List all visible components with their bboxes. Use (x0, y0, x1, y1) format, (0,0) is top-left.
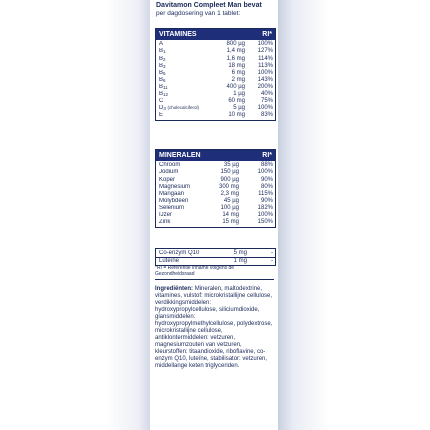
vitamin-ri: 100% (257, 105, 273, 112)
vitamin-letter: B (159, 76, 164, 83)
vitamins-table (155, 28, 276, 121)
mineral-name: Zink (159, 219, 171, 226)
vitamin-amount: 1,6 mg (226, 55, 245, 62)
vitamin-letter: B (159, 83, 164, 90)
vitamin-subscript: 2 (163, 56, 166, 62)
vitamins-header-label: VITAMINES (159, 30, 197, 38)
vitamin-ri: 100% (257, 69, 273, 76)
vitamin-row (159, 84, 273, 91)
mineral-name: Jodium (159, 169, 179, 176)
vitamin-letter: B (159, 62, 164, 69)
extra-amount: 5 mg (233, 249, 247, 256)
extra-amount: 1 mg (233, 258, 247, 265)
vitamin-amount: 18 mg (228, 62, 245, 69)
vitamin-letter: B (159, 48, 164, 55)
vitamin-name (159, 112, 205, 118)
vitamin-row (159, 91, 273, 98)
vitamin-subscript: 12 (163, 91, 169, 97)
mineral-row (159, 162, 273, 169)
vitamin-row (159, 62, 273, 69)
mineral-amount: 150 µg (220, 169, 239, 176)
mineral-name: Molybdeen (159, 197, 189, 204)
extra-ri: - (271, 258, 273, 265)
mineral-name: IJzer (159, 211, 173, 218)
vitamin-note: (cholecalciferol) (167, 105, 200, 111)
mineral-name: Magnesium (159, 183, 191, 190)
minerals-header (156, 150, 275, 161)
ingredients-text: Mineralen, maltodextrine, vitamines, vulstof: microkristallijne cellulose, verdikkingsmiddelen: hydroxypropylcellulose, siliciumdioxide, glansmiddelen: hydroxypropylmethylcellulose, polydextrose, microkristallijne cellulose, antiklontermiddelen: vetzuren, magnesiumzouten van vetzuren, kleurstoffen: titaandioxide, riboflavine, co-enzym Q10, luteïne, stabilisator: vetzuren, middellange keten triglyceriden. (155, 286, 273, 370)
vitamin-row (159, 41, 273, 48)
mineral-name: Koper (159, 176, 176, 183)
ri-footnote: *RI = Referentie inname volgens de Gezondheidsraad (155, 266, 274, 280)
vitamin-name (159, 63, 205, 69)
vitamin-ri: 200% (257, 83, 273, 90)
title-line-2: per dagdosering van 1 tablet: (156, 10, 241, 18)
vitamin-amount: 1 µg (233, 90, 245, 97)
vitamin-name (159, 98, 205, 104)
package-right-shading (278, 0, 430, 430)
mineral-amount: 15 mg (222, 219, 239, 226)
vitamins-rows (156, 40, 275, 120)
mineral-ri: 90% (260, 197, 273, 204)
mineral-row (159, 176, 273, 183)
vitamin-name (159, 105, 205, 111)
ingredients-heading: Ingrediënten: (155, 286, 194, 292)
vitamins-header (156, 29, 275, 40)
vitamin-amount: 60 mg (228, 98, 245, 105)
extra-row (156, 249, 275, 258)
vitamin-ri: 127% (257, 48, 273, 55)
vitamin-subscript: 3 (163, 63, 166, 69)
vitamin-subscript: 6 (163, 77, 166, 83)
ingredients (155, 286, 274, 370)
vitamin-ri: 113% (258, 62, 273, 69)
vitamin-name (159, 48, 205, 54)
vitamin-subscript: 1 (163, 49, 166, 55)
vitamin-amount: 800 µg (226, 41, 245, 48)
mineral-ri: 88% (260, 162, 273, 169)
extras-table (155, 248, 276, 266)
extra-name: Co-enzym Q10 (159, 249, 200, 256)
extra-row (156, 258, 275, 266)
vitamin-name (159, 41, 205, 47)
mineral-name: Chroom (159, 162, 181, 169)
vitamin-name (159, 70, 205, 76)
mineral-row (159, 169, 273, 176)
vitamin-row (159, 76, 273, 83)
mineral-row (159, 183, 273, 190)
vitamin-ri: 75% (260, 98, 273, 105)
vitamin-name (159, 77, 205, 83)
vitamin-name (159, 56, 205, 62)
vitamin-ri: 83% (260, 112, 273, 119)
vitamin-letter: B (159, 69, 164, 76)
mineral-ri: 150% (257, 219, 273, 226)
title-line-1: Davitamon Compleet Man bevat (156, 2, 262, 9)
mineral-amount: 45 µg (223, 197, 239, 204)
mineral-amount: 14 mg (222, 211, 239, 218)
vitamin-subscript: 3 (163, 106, 166, 112)
vitamin-letter: E (159, 112, 164, 119)
mineral-amount: 2,3 mg (220, 190, 239, 197)
mineral-row (159, 212, 273, 219)
vitamin-ri: 114% (258, 55, 273, 62)
extra-name: Luteïne (159, 258, 180, 265)
mineral-row (159, 205, 273, 212)
mineral-ri: 182% (257, 204, 273, 211)
vitamin-letter: C (159, 98, 164, 105)
minerals-ri-header: RI* (262, 151, 272, 159)
mineral-ri: 80% (260, 183, 273, 190)
nutrition-label (152, 0, 276, 430)
vitamin-row (159, 98, 273, 105)
vitamin-row (159, 112, 273, 119)
mineral-ri: 100% (257, 169, 273, 176)
mineral-amount: 900 µg (220, 176, 239, 183)
mineral-amount: 300 mg (218, 183, 239, 190)
vitamin-ri: 143% (257, 76, 273, 83)
vitamin-name (159, 91, 205, 97)
vitamin-letter: D (159, 105, 164, 112)
mineral-row (159, 190, 273, 197)
vitamin-amount: 400 µg (226, 83, 245, 90)
mineral-ri: 100% (257, 211, 273, 218)
vitamin-letter: B (159, 55, 164, 62)
vitamin-row (159, 105, 273, 112)
vitamin-ri: 40% (260, 90, 273, 97)
vitamin-letter: B (159, 90, 164, 97)
mineral-ri: 90% (260, 176, 273, 183)
vitamin-letter: A (159, 41, 164, 48)
mineral-row (159, 219, 273, 226)
mineral-row (159, 197, 273, 204)
vitamin-row (159, 69, 273, 76)
minerals-header-label: MINERALEN (159, 151, 201, 159)
vitamin-row (159, 55, 273, 62)
minerals-rows (156, 161, 275, 227)
vitamin-subscript: 5 (163, 70, 166, 76)
vitamins-ri-header: RI* (262, 30, 272, 38)
vitamin-ri: 100% (257, 41, 273, 48)
vitamin-amount: 10 mg (228, 112, 245, 119)
minerals-table (155, 149, 276, 228)
mineral-name: Mangaan (159, 190, 185, 197)
vitamin-name (159, 84, 205, 90)
mineral-amount: 100 µg (220, 204, 239, 211)
extra-ri: - (271, 249, 273, 256)
mineral-amount: 35 µg (223, 162, 239, 169)
vitamin-subscript: 11 (163, 84, 168, 90)
vitamin-amount: 6 mg (231, 69, 245, 76)
mineral-name: Selenium (159, 204, 185, 211)
package-left-shading (0, 0, 150, 430)
vitamin-amount: 2 mg (231, 76, 245, 83)
mineral-ri: 115% (258, 190, 273, 197)
vitamin-amount: 5 µg (233, 105, 245, 112)
vitamin-row (159, 48, 273, 55)
vitamin-amount: 1,4 mg (226, 48, 245, 55)
label-title (156, 2, 274, 18)
